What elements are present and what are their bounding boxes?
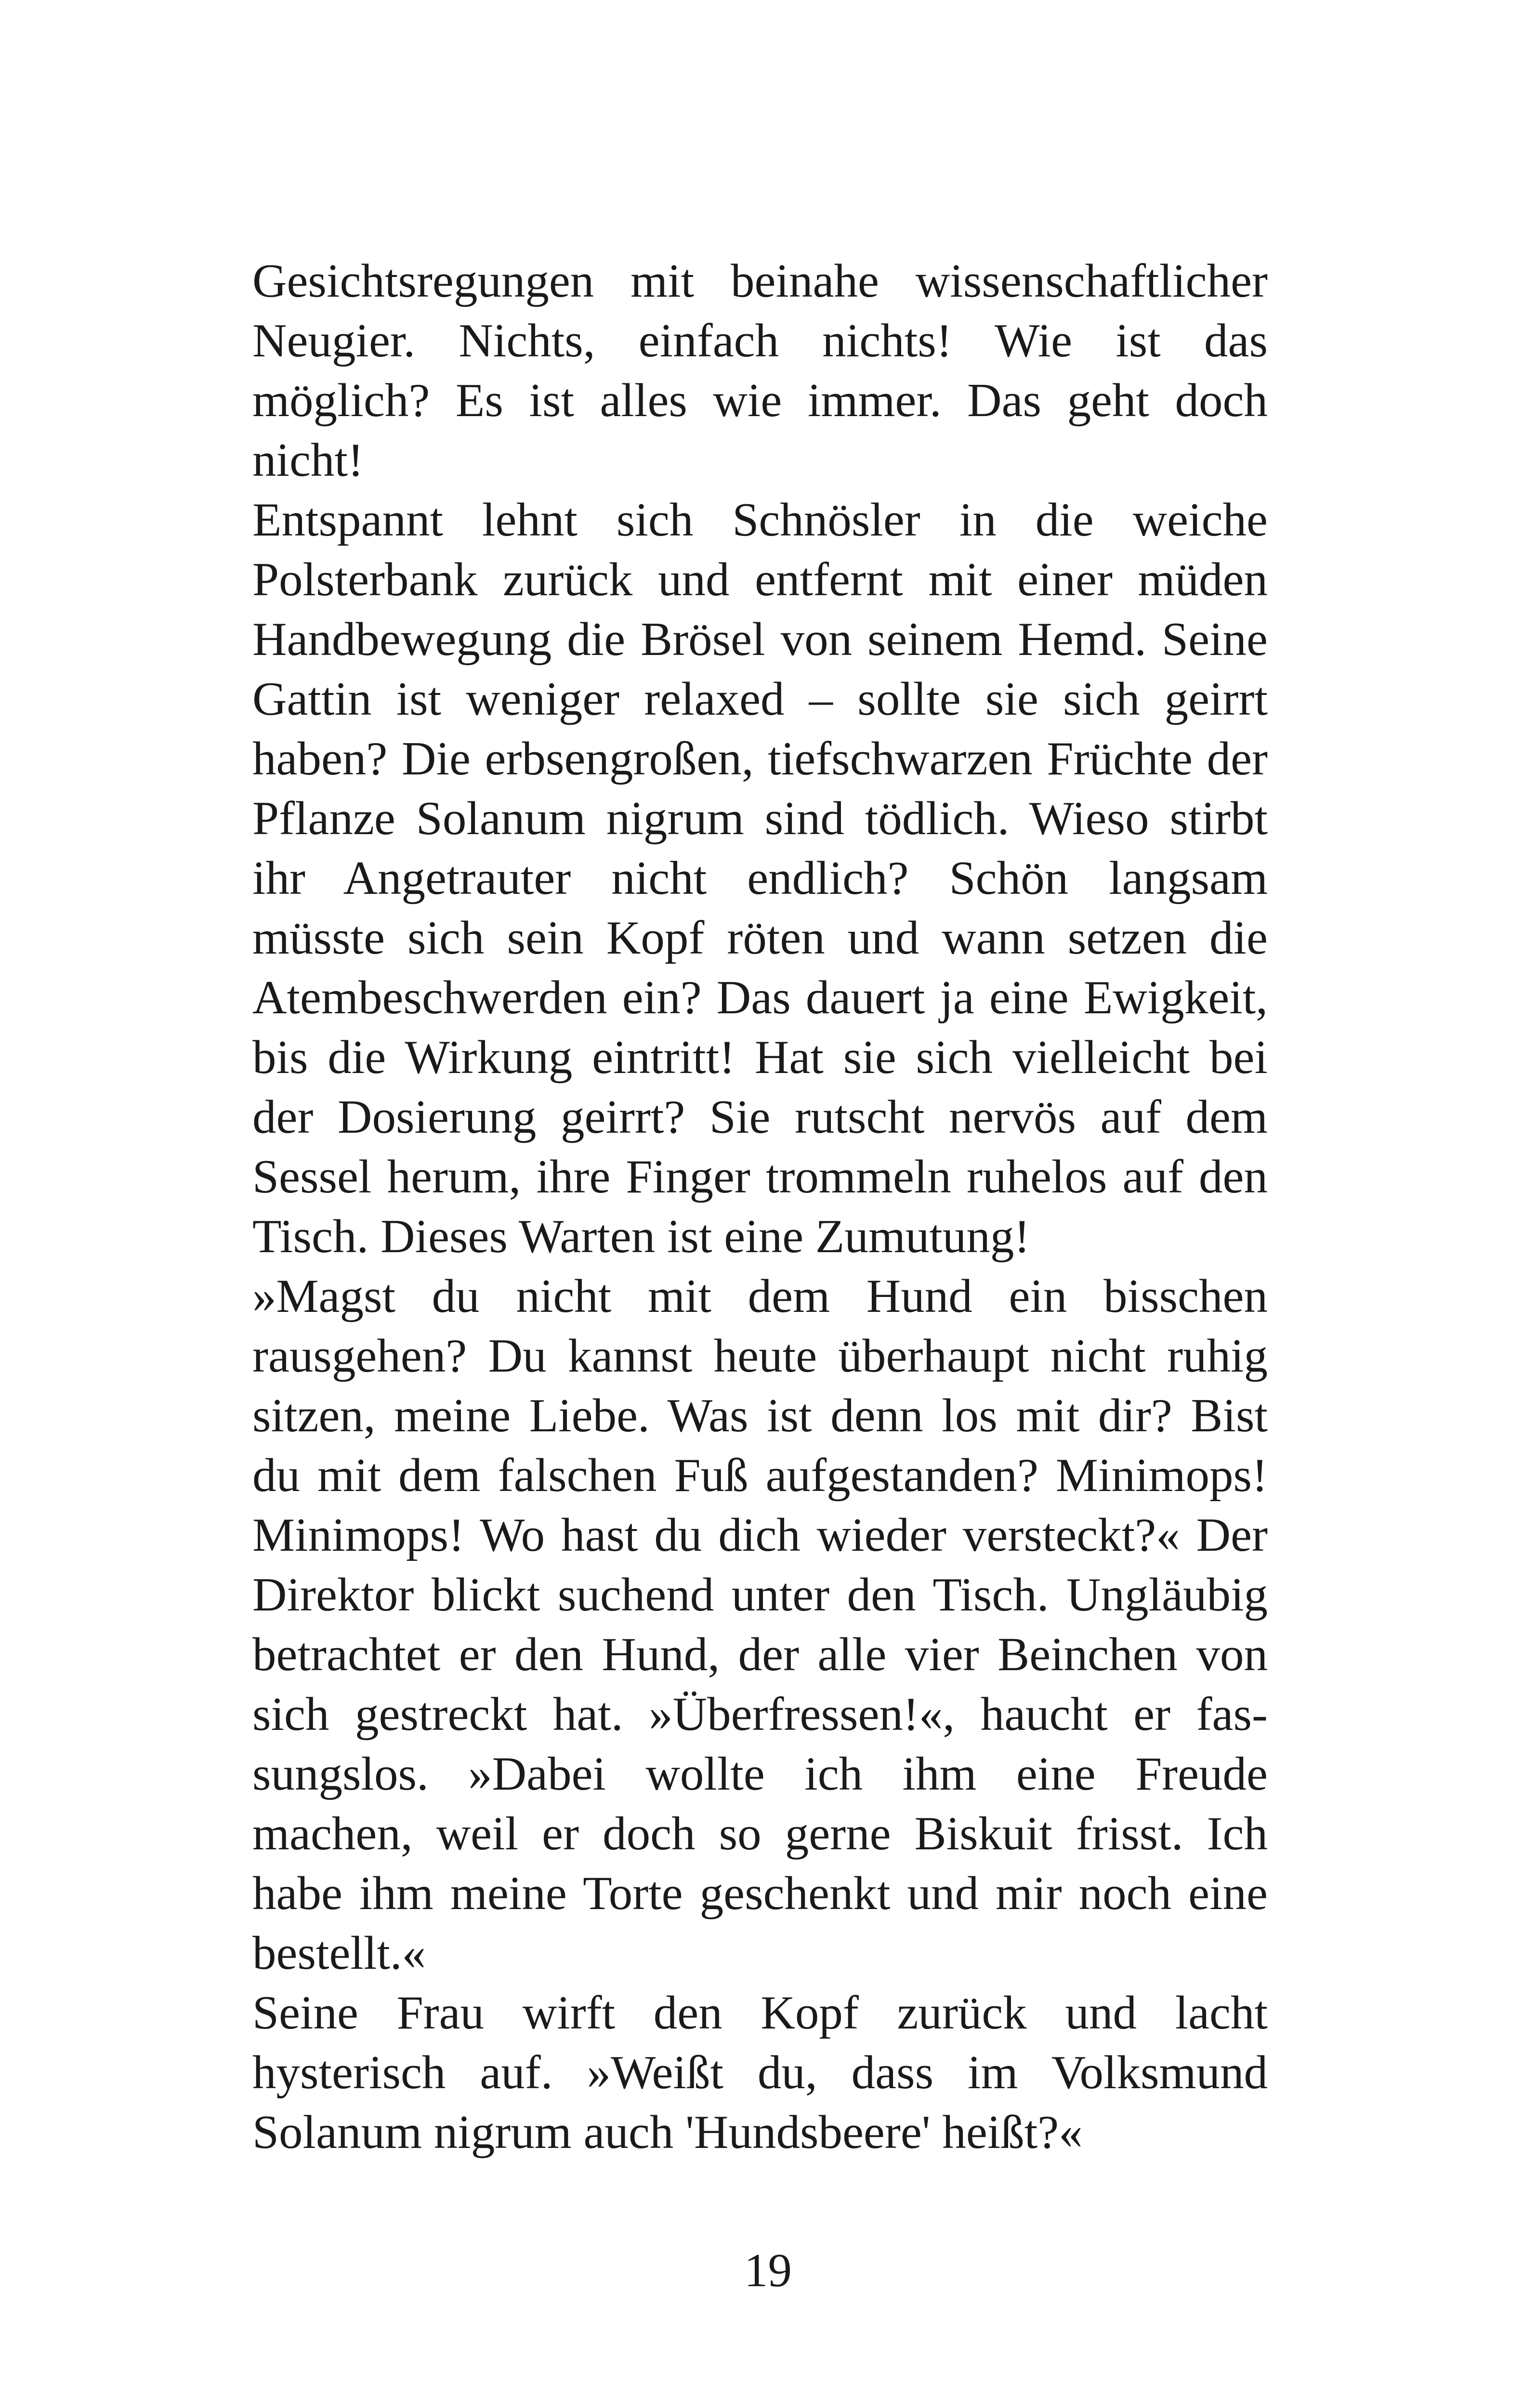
text-line: betrachtet er den Hund, der alle vier Beinchen von — [252, 1628, 1268, 1681]
text-line: hysterisch auf. »Weißt du, dass im Volksmund — [252, 2046, 1268, 2099]
text-line: möglich? Es ist alles wie immer. Das geht doch — [252, 374, 1268, 427]
text-line: sitzen, meine Liebe. Was ist denn los mit dir? Bist — [252, 1389, 1268, 1442]
text-line: Sessel herum, ihre Finger trommeln ruhelos auf den — [252, 1151, 1268, 1203]
text-line: müsste sich sein Kopf röten und wann setzen die — [252, 912, 1268, 964]
text-line: Polsterbank zurück und entfernt mit einer müden — [252, 553, 1268, 606]
text-line: Entspannt lehnt sich Schnösler in die weiche — [252, 494, 1268, 546]
text-line: Gesichtsregungen mit beinahe wissenschaftlicher — [252, 255, 1268, 307]
text-line: Handbewegung die Brösel von seinem Hemd. Seine — [252, 613, 1268, 666]
text-line: Neugier. Nichts, einfach nichts! Wie ist das — [252, 314, 1268, 367]
text-line: habe ihm meine Torte geschenkt und mir noch eine — [252, 1867, 1268, 1920]
text-line: bis die Wirkung eintritt! Hat sie sich vielleicht bei — [252, 1031, 1268, 1084]
text-line: du mit dem falschen Fuß aufgestanden? Minimops! — [252, 1449, 1268, 1502]
text-line: Seine Frau wirft den Kopf zurück und lacht — [252, 1987, 1268, 2039]
text-line: Atembeschwerden ein? Das dauert ja eine Ewigkeit, — [252, 971, 1268, 1024]
text-line: Tisch. Dieses Warten ist eine Zumutung! — [252, 1210, 1030, 1263]
text-line: nicht! — [252, 434, 364, 486]
text-line: der Dosierung geirrt? Sie rutscht nervös auf dem — [252, 1091, 1268, 1143]
text-line: Minimops! Wo hast du dich wieder versteckt?« Der — [252, 1509, 1268, 1561]
text-line: Gattin ist weniger relaxed – sollte sie sich geirrt — [252, 673, 1268, 725]
text-line: ihr Angetrauter nicht endlich? Schön langsam — [252, 852, 1268, 904]
text-line: machen, weil er doch so gerne Biskuit frisst. Ich — [252, 1807, 1268, 1860]
text-line: Direktor blickt suchend unter den Tisch. Ungläubig — [252, 1569, 1268, 1621]
page-number: 19 — [744, 2244, 792, 2297]
text-line: »Magst du nicht mit dem Hund ein bisschen — [252, 1270, 1268, 1322]
text-line: haben? Die erbsengroßen, tiefschwarzen Früchte der — [252, 733, 1268, 785]
text-line: sungslos. »Dabei wollte ich ihm eine Freude — [252, 1748, 1268, 1800]
body-text — [252, 251, 1268, 2162]
text-line: sich gestreckt hat. »Überfressen!«, haucht er fas- — [252, 1688, 1268, 1741]
text-line: rausgehen? Du kannst heute überhaupt nicht ruhig — [252, 1330, 1268, 1382]
text-line: Solanum nigrum auch 'Hundsbeere' heißt?« — [252, 2106, 1083, 2159]
text-line: bestellt.« — [252, 1927, 426, 1979]
text-line: Pflanze Solanum nigrum sind tödlich. Wieso stirbt — [252, 792, 1268, 845]
